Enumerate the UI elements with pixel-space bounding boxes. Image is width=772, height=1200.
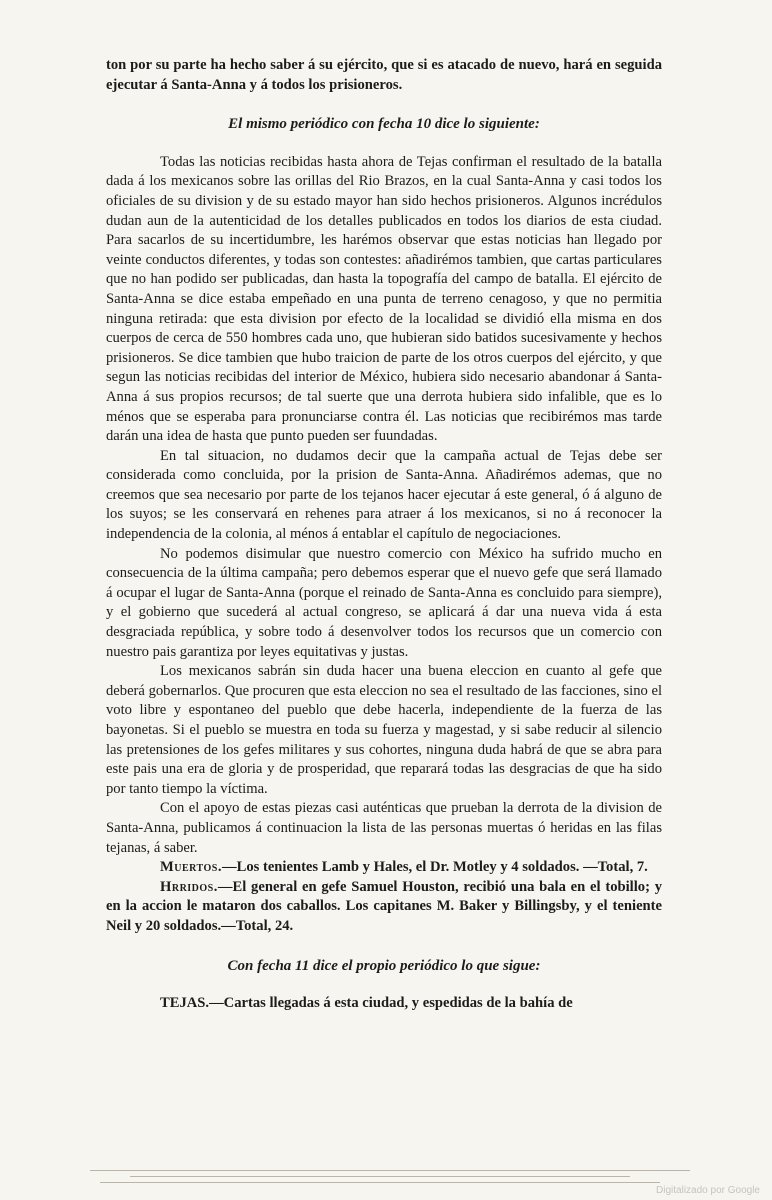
watermark: Digitalizado por Google [656, 1185, 760, 1196]
paragraph-3: No podemos disimular que nuestro comercio con México ha sufrido mucho en consecuencia de la última campaña; pero debemos esperar que el nuevo gefe que será llamado á ocupar el lugar de Santa-Anna (porque el reinado de Santa-Anna es concluido para siempre), y el gobierno que sucederá al actual congreso, se aplicará á dar una nueva vida á esta desgraciada república, y sobre todo á desenvolver todos los recursos que un comercio con nuestro pais garantiza por leyes equitativas y justas. [106, 545, 662, 660]
paragraph-5: Con el apoyo de estas piezas casi auténticas que prueban la derrota de la division de Santa-Anna, publicamos á continuacion la lista de las personas muertas ó heridas en las filas tejanas, á saber. [106, 800, 662, 856]
document-page [106, 56, 662, 1014]
dead-text: —Los tenientes Lamb y Hales, el Dr. Motley y 4 soldados. —Total, 7. [222, 859, 648, 876]
paragraph-1: Todas las noticias recibidas hasta ahora de Tejas confirman el resultado de la batalla dada á los mexicanos sobre las orillas del Rio Brazos, en la cual Santa-Anna y casi todos los oficiales de su division y de su estado mayor han sido hechos prisioneros. Algunos incrédulos dudan aun de la autenticidad de los detalles publicados en todos los diarios de esta ciudad. Para sacarlos de su incertidumbre, les harémos observar que estas noticias han llegado por veinte conductos diferentes, y todas son contestes: añadirémos tambien, que cartas particulares que no han podido ser publicadas, dan hasta la topografía del campo de batalla. El ejército de Santa-Anna se dice estaba empeñado en una punta de terreno cenagoso, y que no permitia ninguna retirada: que esta division por efecto de la localidad se dividió ella misma en dos cuerpos de cerca de 550 hombres cada uno, que hubieran sido batidos sucesivamente y hechos prisioneros. Se dice tambien que hubo traicion de parte de los otros cuerpos del ejército, y que segun las noticias recibidas del interior de México, hubiera sido necesario abandonar á Santa-Anna á sus propios recursos; de tal suerte que una derrota hubiera sido infalible, que es lo ménos que se esperaba para pronunciarse contra él. Las noticias que recibirémos mas tarde darán una idea de hasta que punto pueden ser fuundadas. [106, 153, 662, 445]
rule-line [90, 1170, 690, 1171]
continuation-text: ton por su parte ha hecho saber á su ejército, que si es atacado de nuevo, hará en seguida ejecutar á Santa-Anna y á todos los prisioneros. [106, 57, 662, 93]
wounded-label: Hrridos. [160, 878, 218, 895]
wounded-text: —El general en gefe Samuel Houston, recibió una bala en el tobillo; y en la accion le mataron dos caballos. Los capitanes M. Baker y Billingsby, y el teniente Neil y 20 soldados.—Total, 24. [106, 878, 662, 934]
tejas-label: TEJAS. [160, 995, 210, 1012]
section-heading-10: El mismo periódico con fecha 10 dice lo siguiente: [228, 116, 540, 133]
tejas-text: —Cartas llegadas á esta ciudad, y espedidas de la bahía de [209, 995, 573, 1012]
paragraph-2: En tal situacion, no dudamos decir que la campaña actual de Tejas debe ser considerada como concluida, por la prision de Santa-Anna. Añadirémos ademas, que no creemos que sea necesario por parte de los tejanos hacer ejecutar á este general, ó á alguno de los suyos; se les conservará en rehenes para atraer á los mexicanos, si no á reconocer la independencia de la colonia, al ménos á entablar el capítulo de negociaciones. [106, 447, 662, 543]
bottom-rules [90, 1168, 690, 1188]
tejas-paragraph [106, 994, 662, 1014]
rule-line [100, 1182, 660, 1183]
casualty-wounded [106, 878, 662, 937]
section-heading-11: Con fecha 11 dice el propio periódico lo que sigue: [227, 957, 541, 974]
paragraph-4: Los mexicanos sabrán sin duda hacer una buena eleccion en cuanto al gefe que deberá gobernarlos. Que procuren que esta eleccion no sea el resultado de las facciones, sino el voto libre y espontaneo del pueblo que debe hacerla, independiente de la fuerza de las bayonetas. Si el pueblo se muestra en toda su fuerza y magestad, y si sabe reducir al silencio las pretensiones de los gefes militares y sus cohortes, ninguna duda habrá de que se abra para este pais una era de gloria y de prosperidad, que reparará todas las desgracias de que ha sido por tanto tiempo la víctima. [106, 663, 662, 797]
rule-line [130, 1176, 630, 1177]
casualty-dead [106, 858, 662, 878]
dead-label: Muertos. [160, 859, 223, 876]
